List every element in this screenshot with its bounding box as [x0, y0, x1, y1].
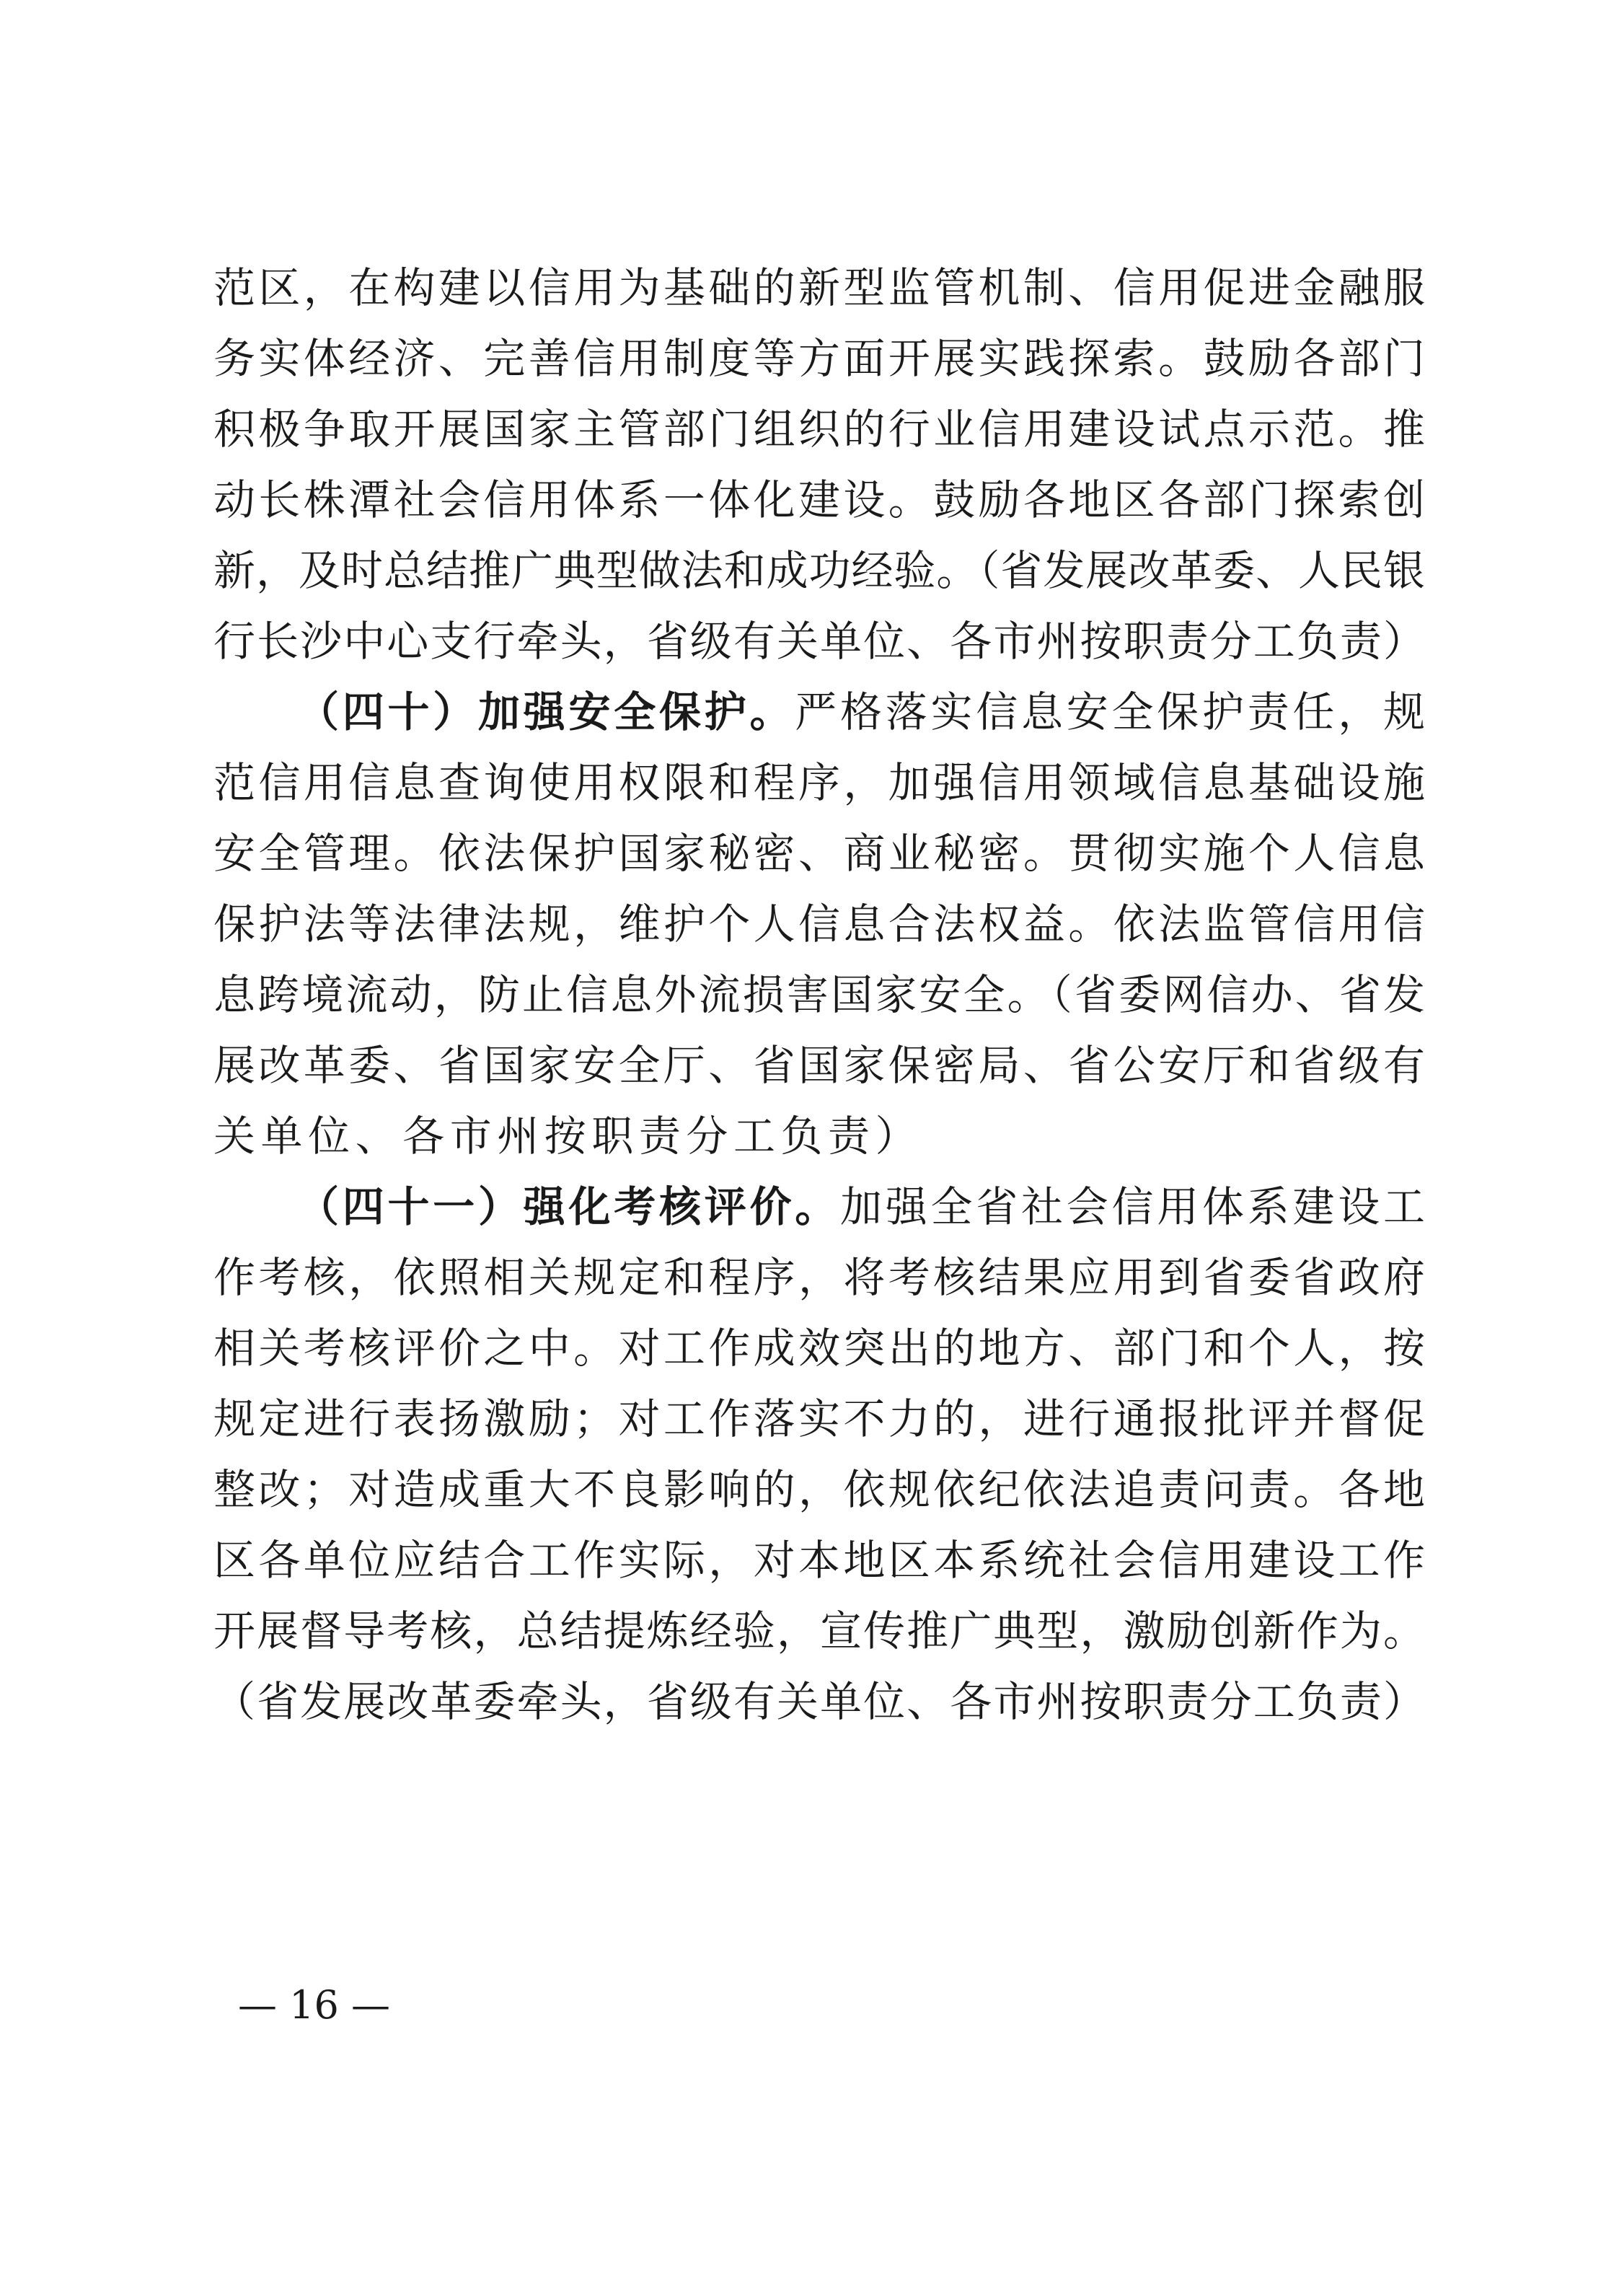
line-text: 安全管理。依法保护国家秘密、商业秘密。贯彻实施个人信息 — [213, 829, 1425, 878]
line-text: 息跨境流动，防止信息外流损害国家安全。（省委网信办、省发 — [213, 970, 1425, 1019]
line-text: 严格落实信息安全保护责任，规 — [795, 687, 1425, 736]
line-text: 范区，在构建以信用为基础的新型监管机制、信用促进金融服 — [213, 263, 1425, 312]
line-text: 务实体经济、完善信用制度等方面开展实践探索。鼓励各部门 — [213, 334, 1425, 383]
section-heading: （四十一）强化考核评价。 — [297, 1182, 840, 1231]
line-text: 区各单位应结合工作实际，对本地区本系统社会信用建设工作 — [213, 1536, 1425, 1585]
line-text: 整改；对造成重大不良影响的，依规依纪依法追责问责。各地 — [213, 1465, 1425, 1514]
text-line — [213, 1651, 1425, 1752]
line-text: 范信用信息查询使用权限和程序，加强信用领域信息基础设施 — [213, 758, 1425, 807]
section-heading: （四十）加强安全保护。 — [297, 687, 795, 736]
line-text: 展改革委、省国家安全厅、省国家保密局、省公安厅和省级有 — [213, 1041, 1425, 1090]
line-text: 规定进行表扬激励；对工作落实不力的，进行通报批评并督促 — [213, 1394, 1425, 1443]
line-text: 相关考核评价之中。对工作成效突出的地方、部门和个人，按 — [213, 1324, 1425, 1373]
line-text: 积极争取开展国家主管部门组织的行业信用建设试点示范。推 — [213, 405, 1425, 454]
line-text: 动长株潭社会信用体系一体化建设。鼓励各地区各部门探索创 — [213, 475, 1425, 524]
line-text: 新，及时总结推广典型做法和成功经验。（省发展改革委、人民银 — [213, 546, 1425, 595]
line-text: 加强全省社会信用体系建设工 — [840, 1182, 1425, 1231]
line-text: （省发展改革委牵头，省级有关单位、各市州按职责分工负责） — [213, 1677, 1425, 1726]
line-text: 关单位、各市州按职责分工负责） — [213, 1112, 923, 1161]
line-text: 保护法等法律法规，维护个人信息合法权益。依法监管信用信 — [213, 900, 1425, 949]
page-number: — 16 — — [238, 1982, 391, 2028]
line-text: 行长沙中心支行牵头，省级有关单位、各市州按职责分工负责） — [213, 617, 1425, 666]
line-text: 作考核，依照相关规定和程序，将考核结果应用到省委省政府 — [213, 1253, 1425, 1302]
line-text: 开展督导考核，总结提炼经验，宣传推广典型，激励创新作为。 — [213, 1606, 1425, 1655]
